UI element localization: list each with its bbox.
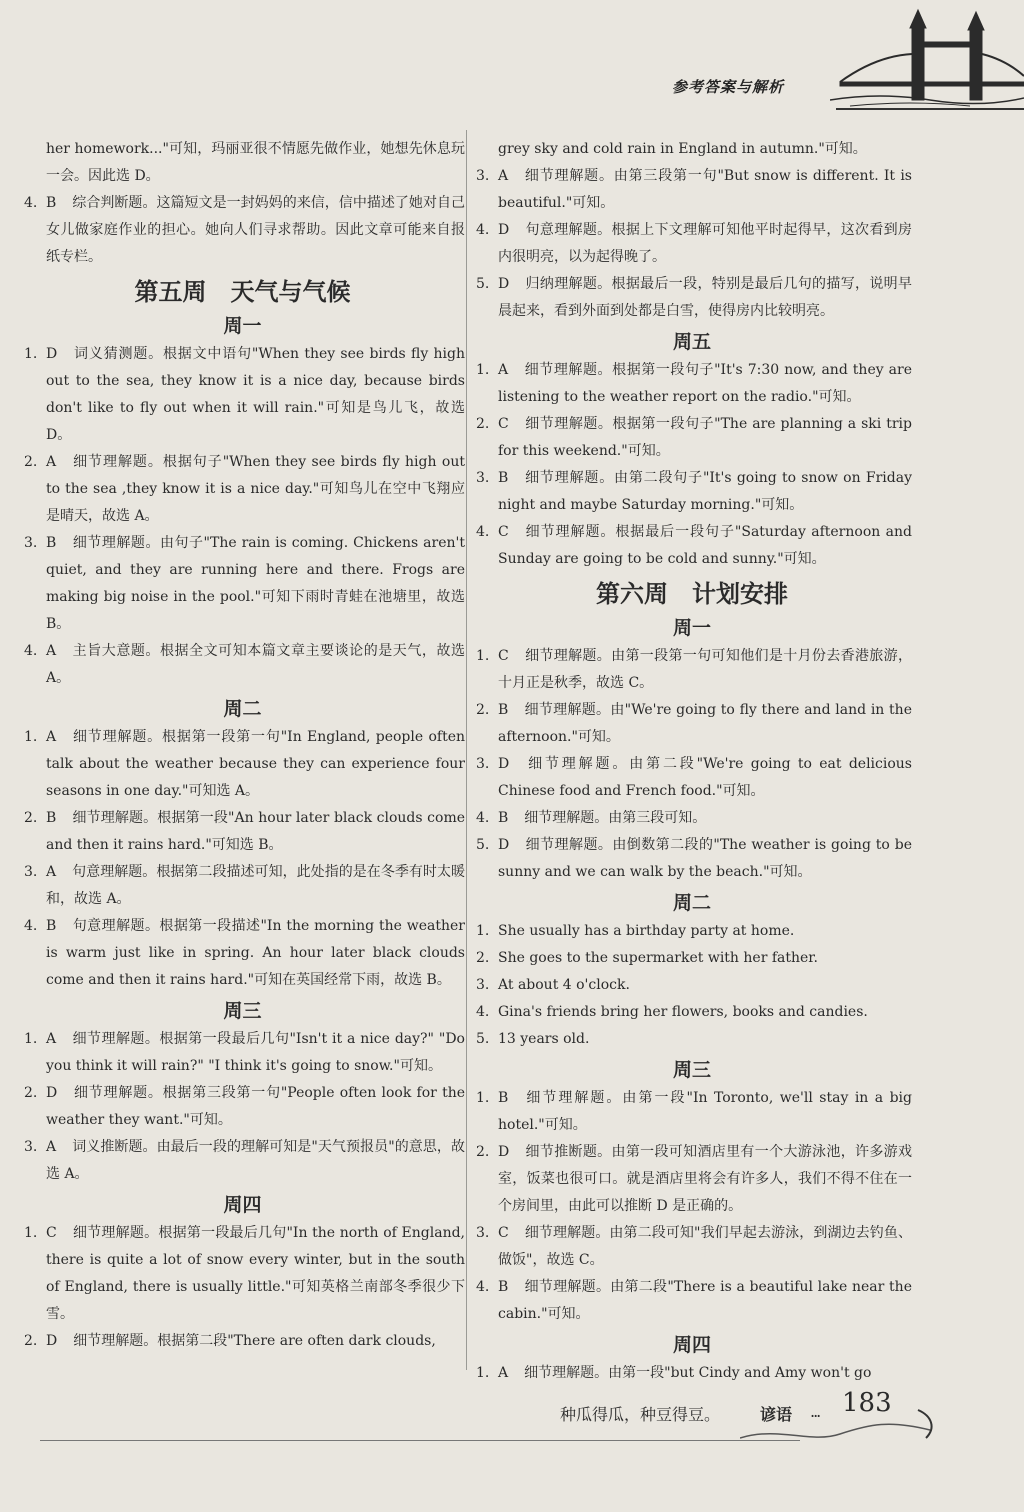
answer-number: 5. — [476, 1031, 490, 1047]
answer-explanation: 13 years old. — [498, 1031, 590, 1047]
answer-option: C — [46, 1225, 57, 1241]
continued-answer-text: her homework..."可知，玛丽亚很不情愿先做作业，她想先休息玩一会。因此选 D。 — [46, 141, 465, 184]
answer-option: A — [46, 1139, 57, 1155]
answer-option: D — [498, 222, 510, 238]
answer-option: D — [498, 837, 510, 853]
answer-item — [472, 465, 912, 519]
answer-number: 5. — [476, 837, 490, 853]
answer-item — [472, 697, 912, 751]
answer-explanation: 综合判断题。这篇短文是一封妈妈的来信，信中描述了她对自己女儿做家庭作业的担心。她向人们寻求帮助。因此文章可能来自报纸专栏。 — [46, 195, 465, 265]
answer-explanation: 细节理解题。根据第一段最后几句"Isn't it a nice day?" "Do you think it will rain?" "I think it's going to snow."可知。 — [46, 1031, 465, 1074]
answer-option: D — [498, 756, 510, 772]
answer-explanation: 细节理解题。根据第一段句子"The are planning a ski trip for this weekend."可知。 — [498, 416, 912, 459]
answer-number: 4. — [476, 222, 490, 238]
answer-number: 1. — [476, 648, 490, 664]
answer-number: 1. — [24, 1225, 38, 1241]
answer-explanation: 细节理解题。根据第一段第一句"In England, people often talk about the weather because they can experience four seasons in one day."可知选 A。 — [46, 729, 465, 799]
day-heading: 周四 — [672, 1334, 711, 1356]
footer-rule — [40, 1440, 800, 1441]
answer-explanation: 句意理解题。根据第二段描述可知，此处指的是在冬季有时太暖和，故选 A。 — [46, 864, 465, 907]
answer-number: 4. — [24, 195, 38, 211]
answer-item — [472, 217, 912, 271]
answer-item — [472, 918, 912, 945]
answer-number: 1. — [476, 1365, 490, 1381]
day-heading: 周一 — [223, 315, 262, 337]
day-heading: 周一 — [672, 617, 711, 639]
answer-explanation: 词义猜测题。根据文中语句"When they see birds fly high out to the sea, they know it is a nice day, because birds don't like to fly out when it will rain."可知是鸟儿飞，故选 D。 — [46, 346, 465, 443]
answer-number: 2. — [24, 810, 38, 826]
answer-item — [20, 190, 465, 271]
proverb-label: 谚语 — [760, 1405, 793, 1424]
answer-number: 2. — [476, 702, 490, 718]
answer-item — [472, 411, 912, 465]
answer-option: D — [498, 276, 510, 292]
week-heading: 第五周 天气与气候 — [134, 278, 351, 306]
answer-explanation: 细节理解题。由第二段"We're going to eat delicious Chinese food and French food."可知。 — [498, 756, 912, 799]
answer-number: 4. — [476, 1004, 490, 1020]
answer-explanation: 细节理解题。由句子"The rain is coming. Chickens aren't quiet, and they are running here and there. Frogs are making big noise in the pool."可知下雨时青蛙在池塘里，故选 B。 — [46, 535, 465, 632]
answer-explanation: Gina's friends bring her flowers, books and candies. — [498, 1004, 868, 1020]
answer-item — [472, 832, 912, 886]
answer-number: 4. — [476, 810, 490, 826]
answer-item — [472, 751, 912, 805]
leader-dots: ... — [810, 1402, 820, 1421]
answer-item — [472, 1085, 912, 1139]
answer-number: 1. — [24, 346, 38, 362]
answer-option: A — [46, 729, 57, 745]
answer-number: 1. — [24, 1031, 38, 1047]
answer-item — [472, 945, 912, 972]
tower-bridge-icon — [830, 4, 1024, 110]
answer-explanation: 细节理解题。由第三段第一句"But snow is different. It is beautiful."可知。 — [498, 168, 912, 211]
answer-number: 2. — [24, 1085, 38, 1101]
answer-item — [472, 999, 912, 1026]
answer-number: 3. — [476, 470, 490, 486]
answer-option: B — [498, 810, 509, 826]
answer-item — [20, 1026, 465, 1080]
answer-item — [472, 357, 912, 411]
day-heading: 周五 — [672, 331, 711, 353]
answer-number: 4. — [476, 524, 490, 540]
answer-item — [472, 163, 912, 217]
answer-explanation: 句意理解题。根据第一段描述"In the morning the weather is warm just like in spring. An hour later black clouds come and then it rains hard."可知在英国经常下雨，故选 B。 — [46, 918, 465, 988]
answer-item — [20, 913, 465, 994]
answer-option: A — [46, 454, 57, 470]
answer-explanation: 细节理解题。根据最后一段句子"Saturday afternoon and Sunday are going to be cold and sunny."可知。 — [498, 524, 912, 567]
answer-number: 3. — [476, 756, 490, 772]
answer-explanation: 细节推断题。由第一段可知酒店里有一个大游泳池，许多游戏室，饭菜也很可口。就是酒店里将会有许多人，我们不得不住在一个房间里，由此可以推断 D 是正确的。 — [498, 1144, 912, 1214]
answer-option: A — [46, 864, 57, 880]
answer-option: C — [498, 524, 509, 540]
answer-explanation: 细节理解题。由第二段"There is a beautiful lake near the cabin."可知。 — [498, 1279, 912, 1322]
answer-option: C — [498, 416, 509, 432]
answer-item — [20, 638, 465, 692]
day-heading: 周三 — [672, 1059, 711, 1081]
answer-explanation: 细节理解题。由"We're going to fly there and land in the afternoon."可知。 — [498, 702, 912, 745]
left-column — [20, 136, 465, 1355]
answer-explanation: 细节理解题。根据第三段第一句"People often look for the weather they want."可知。 — [46, 1085, 465, 1128]
answer-number: 2. — [476, 1144, 490, 1160]
answer-option: B — [46, 810, 57, 826]
column-divider — [466, 130, 467, 1370]
answer-option: D — [46, 1333, 58, 1349]
page-number: 183 — [842, 1388, 892, 1418]
answer-option: A — [46, 1031, 57, 1047]
answer-item — [20, 1080, 465, 1134]
answer-explanation: At about 4 o'clock. — [498, 977, 630, 993]
answer-option: D — [498, 1144, 510, 1160]
answer-item — [20, 724, 465, 805]
answer-option: B — [498, 1279, 509, 1295]
answer-number: 4. — [24, 918, 38, 934]
answer-option: B — [46, 535, 57, 551]
answer-item — [472, 519, 912, 573]
answer-explanation: 细节理解题。根据第二段"There are often dark clouds, — [73, 1333, 436, 1349]
answer-number: 4. — [24, 643, 38, 659]
answer-number: 2. — [24, 1333, 38, 1349]
header-rule — [836, 108, 1024, 110]
answer-explanation: 词义推断题。由最后一段的理解可知是"天气预报员"的意思，故选 A。 — [46, 1139, 465, 1182]
answer-explanation: She goes to the supermarket with her father. — [498, 950, 818, 966]
answer-explanation: 细节理解题。由第二段句子"It's going to snow on Friday night and maybe Saturday morning."可知。 — [498, 470, 912, 513]
answer-item — [472, 1274, 912, 1328]
header-title: 参考答案与解析 — [672, 78, 785, 96]
day-heading: 周三 — [223, 1000, 262, 1022]
answer-option: D — [46, 346, 58, 362]
week-heading: 第六周 计划安排 — [596, 580, 788, 608]
answer-option: A — [46, 643, 57, 659]
answer-number: 3. — [476, 168, 490, 184]
right-column — [472, 136, 912, 1387]
answer-option: A — [498, 362, 509, 378]
answer-item — [472, 1139, 912, 1220]
answer-item — [20, 530, 465, 638]
answer-option: C — [498, 648, 509, 664]
answer-number: 2. — [476, 416, 490, 432]
answer-item — [472, 805, 912, 832]
answer-item — [20, 341, 465, 449]
continued-answer-text: grey sky and cold rain in England in autumn."可知。 — [498, 141, 867, 157]
answer-item — [20, 1328, 465, 1355]
answer-item — [472, 271, 912, 325]
answer-explanation: 细节理解题。由第一段"In Toronto, we'll stay in a big hotel."可知。 — [498, 1090, 912, 1133]
answer-explanation: 句意理解题。根据上下文理解可知他平时起得早，这次看到房内很明亮，以为起得晚了。 — [498, 222, 912, 265]
answer-option: D — [46, 1085, 58, 1101]
answer-item — [20, 449, 465, 530]
answer-explanation: 细节理解题。根据第一段最后几句"In the north of England, there is quite a lot of snow every winter, but in the south of England, there is usually little."可知英格兰南部冬季很少下雪。 — [46, 1225, 465, 1322]
answer-option: B — [498, 470, 509, 486]
answer-option: A — [498, 168, 509, 184]
answer-item — [472, 1026, 912, 1053]
day-heading: 周四 — [223, 1194, 262, 1216]
answer-explanation: 细节理解题。由倒数第二段的"The weather is going to be sunny and we can walk by the beach."可知。 — [498, 837, 912, 880]
answer-explanation: 主旨大意题。根据全文可知本篇文章主要谈论的是天气，故选 A。 — [46, 643, 465, 686]
answer-number: 4. — [476, 1279, 490, 1295]
answer-explanation: She usually has a birthday party at home. — [498, 923, 795, 939]
answer-number: 5. — [476, 276, 490, 292]
day-heading: 周二 — [223, 698, 262, 720]
answer-number: 3. — [476, 1225, 490, 1241]
answer-explanation: 细节理解题。由第三段可知。 — [524, 810, 707, 826]
answer-number: 1. — [476, 1090, 490, 1106]
answer-item — [20, 1134, 465, 1188]
answer-number: 3. — [24, 864, 38, 880]
answer-explanation: 细节理解题。根据第一段句子"It's 7:30 now, and they are listening to the weather report on the radio."可知。 — [498, 362, 912, 405]
answer-explanation: 细节理解题。根据句子"When they see birds fly high out to the sea ,they know it is a nice day."可知鸟儿在空中飞翔应是晴天，故选 A。 — [46, 454, 465, 524]
answer-number: 1. — [476, 362, 490, 378]
answer-number: 2. — [24, 454, 38, 470]
answer-option: B — [46, 918, 57, 934]
answer-item — [472, 643, 912, 697]
answer-option: C — [498, 1225, 509, 1241]
answer-explanation: 细节理解题。由第一段第一句可知他们是十月份去香港旅游，十月正是秋季，故选 C。 — [498, 648, 912, 691]
answer-number: 1. — [476, 923, 490, 939]
answer-item — [20, 859, 465, 913]
answer-option: A — [498, 1365, 509, 1381]
answer-number: 2. — [476, 950, 490, 966]
answer-number: 3. — [24, 1139, 38, 1155]
answer-option: B — [498, 1090, 509, 1106]
answer-explanation: 归纳理解题。根据最后一段，特别是最后几句的描写，说明早晨起来，看到外面到处都是白雪，使得房内比较明亮。 — [498, 276, 912, 319]
answer-option: B — [498, 702, 509, 718]
answer-number: 3. — [476, 977, 490, 993]
answer-explanation: 细节理解题。由第一段"but Cindy and Amy won't go — [524, 1365, 872, 1381]
answer-item — [472, 1360, 912, 1387]
answer-explanation: 细节理解题。根据第一段"An hour later black clouds come and then it rains hard."可知选 B。 — [46, 810, 465, 853]
answer-item — [472, 1220, 912, 1274]
answer-item — [20, 805, 465, 859]
answer-option: B — [46, 195, 57, 211]
answer-explanation: 细节理解题。由第二段可知"我们早起去游泳，到湖边去钓鱼、做饭"，故选 C。 — [498, 1225, 912, 1268]
answer-number: 3. — [24, 535, 38, 551]
proverb-text: 种瓜得瓜，种豆得豆。 — [560, 1405, 721, 1424]
answer-item — [20, 1220, 465, 1328]
answer-item — [472, 972, 912, 999]
day-heading: 周二 — [672, 892, 711, 914]
answer-number: 1. — [24, 729, 38, 745]
